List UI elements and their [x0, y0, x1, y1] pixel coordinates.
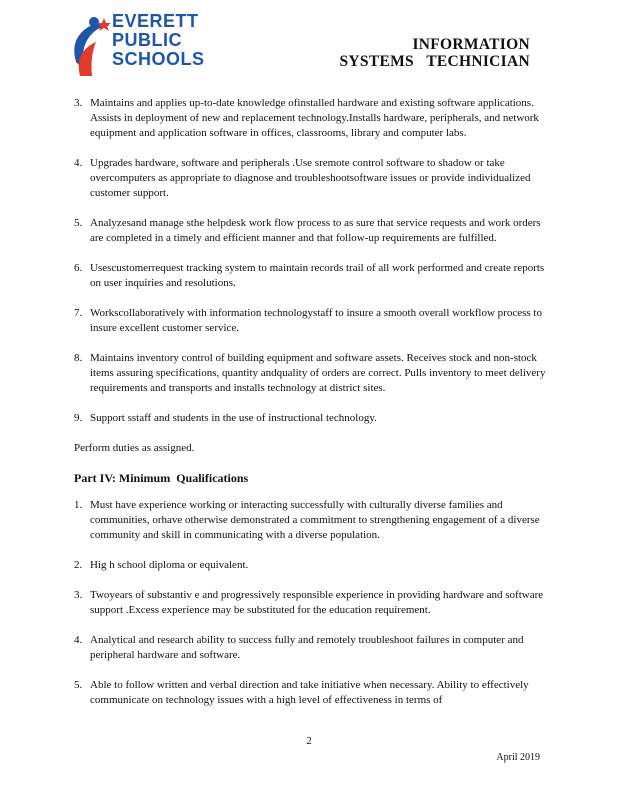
list-item-number: 4.	[74, 634, 83, 646]
list-item-number: 3.	[74, 589, 83, 601]
list-item	[74, 351, 546, 396]
list-item-text: Analytical and research ability to success fully and remotely troubleshoot failures in computer and peripheral hardware and software.	[90, 634, 524, 661]
list-item-number: 6.	[74, 262, 83, 274]
perform-duties-text: Perform duties as assigned.	[74, 442, 195, 454]
list-item-text: Upgrades hardware, software and peripherals .Use sremote control software to shadow or take overcomputers as appropriate to diagnose and troubleshootsoftware issues or provide individualized customer support.	[90, 157, 531, 199]
duties-list	[74, 96, 546, 426]
list-item-text: Usescustomerrequest tracking system to maintain records trail of all work performed and create reports on user inquiries and resolutions.	[90, 262, 545, 289]
logo-line-2: PUBLIC	[112, 30, 182, 50]
list-item-text: Maintains and applies up-to-date knowledge ofinstalled hardware and existing software applications. Assists in deployment of new and replacement technology.Installs hardware, peripherals, and network equipment and application software in offices, classrooms, library and computer labs.	[90, 97, 539, 139]
list-item-text: Support sstaff and students in the use of instructional technology.	[90, 412, 377, 424]
list-item-text: Able to follow written and verbal direction and take initiative when necessary. Ability to effectively communicate on technology issues with a high level of effectiveness in terms of	[90, 679, 529, 706]
title-line-1: INFORMATION	[412, 36, 530, 53]
footer-date: April 2019	[496, 752, 540, 763]
list-item	[74, 216, 546, 246]
logo-line-3: SCHOOLS	[112, 49, 205, 69]
qualifications-list	[74, 498, 546, 708]
page-number: 2	[306, 735, 312, 747]
list-item-number: 4.	[74, 157, 83, 169]
list-item	[74, 156, 546, 201]
list-item-text: Workscollaboratively with information technologystaff to insure a smooth overall workflow process to insure excellent customer service.	[90, 307, 542, 334]
list-item	[74, 411, 546, 426]
list-item-number: 9.	[74, 412, 83, 424]
document-body	[74, 96, 546, 723]
list-item-number: 2.	[74, 559, 83, 571]
title-line-2: SYSTEMS TECHNICIAN	[339, 53, 530, 70]
list-item-number: 5.	[74, 217, 83, 229]
list-item-text: Analyzesand manage sthe helpdesk work flow process to as sure that service requests and work orders are completed in a timely and efficient manner and that follow-up requirements are fulfilled.	[90, 217, 541, 244]
list-item	[74, 96, 546, 141]
list-item-text: Maintains inventory control of building equipment and software assets. Receives stock and non-stock items assuring specifications, quantity andquality of orders are correct. Pulls inventory to meet delivery requirements and transports and installs technology at district sites.	[90, 352, 546, 394]
list-item	[74, 633, 546, 663]
logo-figure-icon	[70, 12, 114, 78]
list-item-text: Hig h school diploma or equivalent.	[90, 559, 249, 571]
list-item-number: 1.	[74, 499, 83, 511]
district-logo	[70, 12, 240, 80]
list-item	[74, 678, 546, 708]
list-item-text: Twoyears of substantiv e and progressively responsible experience in providing hardware and software support .Excess experience may be substituted for the education requirement.	[90, 589, 544, 616]
list-item-text: Must have experience working or interacting successfully with culturally diverse families and communities, orhave otherwise demonstrated a commitment to strengthening engagement of a diverse community and skill in communicating with a diverse population.	[90, 499, 540, 541]
section-heading: Part IV: Minimum Qualifications	[74, 471, 249, 485]
list-item-number: 7.	[74, 307, 83, 319]
list-item	[74, 306, 546, 336]
list-item	[74, 588, 546, 618]
list-item	[74, 498, 546, 543]
list-item-number: 3.	[74, 97, 83, 109]
list-item	[74, 558, 546, 573]
list-item-number: 5.	[74, 679, 83, 691]
page-title	[340, 36, 530, 70]
logo-line-1: EVERETT	[112, 11, 199, 31]
list-item	[74, 261, 546, 291]
list-item-number: 8.	[74, 352, 83, 364]
